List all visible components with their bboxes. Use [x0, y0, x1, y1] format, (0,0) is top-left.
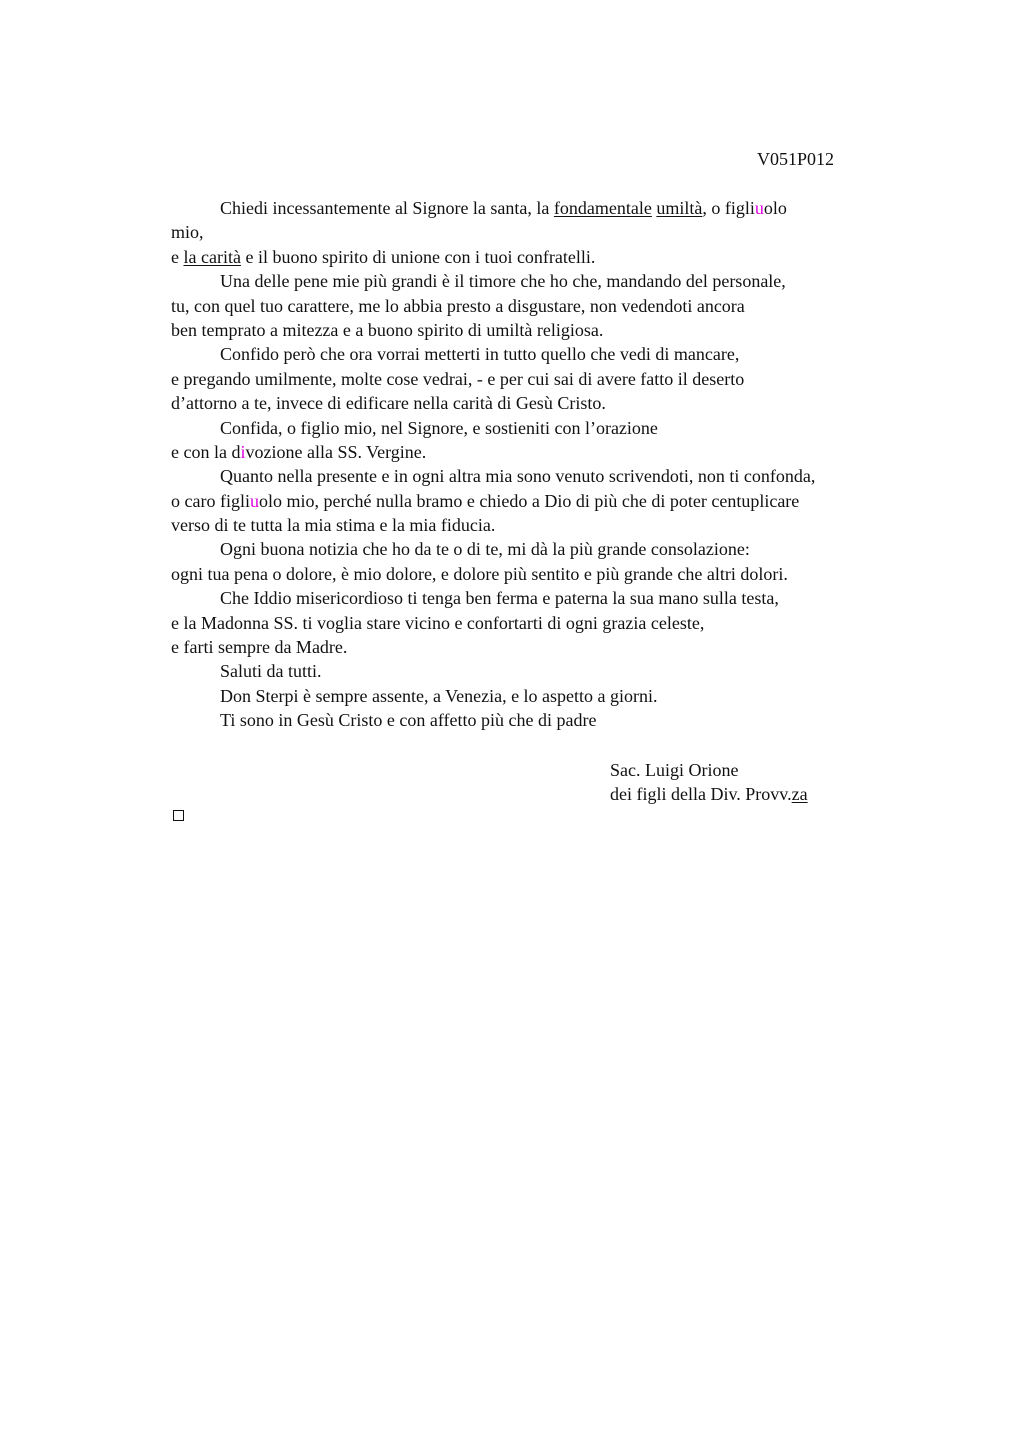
text-segment: Ogni buona notizia che ho da te o di te, mi dà la più grande consolazione:: [220, 539, 750, 560]
text-segment: tu, con quel tuo carattere, me lo abbia presto a disgustare, non vedendoti ancora: [171, 295, 745, 316]
text-segment: o caro figli: [171, 490, 250, 511]
text-segment: Quanto nella presente e in ogni altra mia sono venuto scrivendoti, non ti confonda,: [220, 466, 816, 487]
text-segment: , o figli: [702, 198, 755, 218]
empty-square-icon: [173, 810, 184, 821]
text-segment: olo: [763, 198, 787, 218]
document-reference: V051P012: [757, 149, 835, 169]
text-segment: ogni tua pena o dolore, è mio dolore, e dolore più sentito e più grande che altri dolori.: [171, 563, 788, 584]
text-line: [171, 513, 911, 537]
text-line: [171, 220, 911, 244]
text-segment: verso di te tutta la mia stima e la mia fiducia.: [171, 515, 496, 536]
text-line: [171, 537, 911, 561]
text-line: [171, 464, 911, 488]
text-segment: e: [171, 246, 184, 267]
signature-title-main: dei figli della Div. Provv.: [610, 784, 792, 805]
text-segment: Don Sterpi è sempre assente, a Venezia, e lo aspetto a giorni.: [220, 685, 658, 706]
text-segment: mio,: [171, 222, 204, 243]
text-segment: e la Madonna SS. ti voglia stare vicino e confortarti di ogni grazia celeste,: [171, 612, 705, 633]
text-line: [171, 489, 911, 513]
text-segment: e con la d: [171, 441, 241, 462]
text-line: [171, 367, 911, 391]
text-line: [171, 196, 911, 220]
text-segment: vozione alla SS. Vergine.: [245, 441, 427, 462]
text-line: [171, 708, 911, 732]
text-line: [171, 684, 911, 708]
text-segment: Chiedi incessantemente al Signore la santa, la: [220, 198, 554, 218]
text-segment: Ti sono in Gesù Cristo e con affetto più che di padre: [220, 710, 597, 731]
signature-title: [610, 782, 808, 806]
text-segment: d’attorno a te, invece di edificare nella carità di Gesù Cristo.: [171, 393, 606, 414]
text-line: [171, 391, 911, 415]
signature-title-abbrev: za: [791, 784, 808, 805]
text-segment: Saluti da tutti.: [220, 661, 322, 682]
text-line: [171, 294, 911, 318]
underlined-text: fondamentale: [553, 198, 652, 218]
text-line: [171, 269, 911, 293]
text-segment: e il buono spirito di unione con i tuoi confratelli.: [240, 246, 596, 267]
underlined-text: umiltà: [656, 198, 703, 218]
text-line: [171, 562, 911, 586]
text-segment: Confida, o figlio mio, nel Signore, e sostieniti con l’orazione: [220, 417, 658, 438]
text-line: [171, 611, 911, 635]
text-line: [171, 245, 911, 269]
text-line: [171, 440, 911, 464]
signature-block: [610, 758, 808, 807]
letter-body: [171, 196, 911, 733]
text-segment: Confido però che ora vorrai metterti in tutto quello che vedi di mancare,: [220, 344, 740, 365]
highlighted-letter: i: [240, 441, 246, 462]
signature-name: Sac. Luigi Orione: [610, 760, 739, 780]
text-line: [171, 342, 911, 366]
text-segment: e farti sempre da Madre.: [171, 637, 348, 658]
text-line: [171, 635, 911, 659]
text-segment: Una delle pene mie più grandi è il timore che ho che, mandando del personale,: [220, 271, 786, 292]
text-segment: Che Iddio misericordioso ti tenga ben ferma e paterna la sua mano sulla testa,: [220, 588, 779, 609]
text-segment: ben temprato a mitezza e a buono spirito di umiltà religiosa.: [171, 319, 604, 340]
highlighted-letter: u: [249, 490, 259, 511]
underlined-text: la carità: [183, 246, 241, 267]
highlighted-letter: u: [754, 198, 764, 218]
text-line: [171, 416, 911, 440]
text-line: [171, 318, 911, 342]
text-segment: olo mio, perché nulla bramo e chiedo a Dio di più che di poter centuplicare: [258, 490, 800, 511]
text-line: [171, 659, 911, 683]
text-line: [171, 586, 911, 610]
text-segment: e pregando umilmente, molte cose vedrai, - e per cui sai di avere fatto il deserto: [171, 368, 745, 389]
